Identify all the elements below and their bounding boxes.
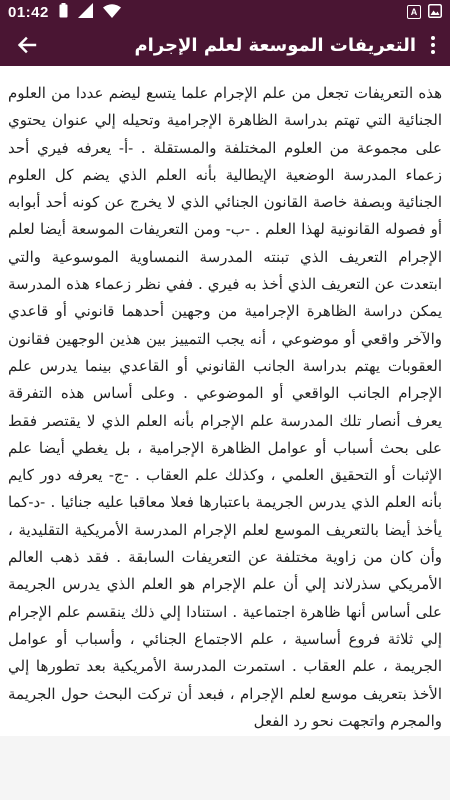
status-bar bbox=[0, 0, 450, 24]
wifi-icon bbox=[103, 4, 121, 21]
article-text: هذه التعريفات تجعل من علم الإجرام علما يتسع ليضم عددا من العلوم الجنائية التي تهتم بدراسة الظاهرة الإجرامية وتحيله إلي عنوان يحتوي على مجموعة من العلوم المختلفة والمستقلة . -أ- يعرفه فيري أحد زعماء المدرسة الوضعية الإيطالية بأنه العلم الذي يضم كل العلوم الجنائية وبصفة خاصة القانون الجنائي الذي لا يخرج عن كونه أحد أبوابه أو فصوله القانونية لهذا العلم . -ب- ومن التعريفات الموسعة أيضا لعلم الإجرام التعريف الذي تبنته المدرسة النمساوية الموسوعية والتي ابتعدت عن التعريف الذي أخذ به فيري . ففي نظر زعماء هذه المدرسة يمكن دراسة الظاهرة الإجرامية من وجهين أحدهما قانوني أو قاعدي والآخر واقعي أو موضوعي ، أنه يجب التمييز بين هذين الوجهين فقانون العقوبات يهتم بدراسة الجانب القانوني أو القاعدي بينما يدرس علم الإجرام الجانب الواقعي أو الموضوعي . وعلى أساس هذه التفرقة يعرف أنصار تلك المدرسة علم الإجرام بأنه العلم الذي لا يقتصر فقط على بحث أسباب أو عوامل الظاهرة الإجرامية ، بل يغطي أيضا علم الإثبات أو التحقيق العلمي ، وكذلك علم العقاب . -ج- يعرفه دور كايم بأنه العلم الذي يدرس الجريمة باعتبارها فعلا معاقبا عليه جنائيا . -د-كما يأخذ أيضا بالتعريف الموسع لعلم الإجرام المدرسة الأمريكية التقليدية ، وأن كان من زاوية مختلفة عن التعريفات السابقة . فقد ذهب العالم الأمريكي سذرلاند إلي أن علم الإجرام هو العلم الذي يدرس الجريمة على أساس أنها ظاهرة اجتماعية . استنادا إلي ذلك ينقسم علم الإجرام إلي ثلاثة فروع أساسية ، علم الاجتماع الجنائي ، وأسباب أو عوامل الجريمة ، علم العقاب . استمرت المدرسة الأمريكية بعد تطورها إلي الأخذ بتعريف موسع لعلم الإجرام ، فبعد أن تركت البحث حول الجريمة والمجرم واتجهت نحو رد الفعل bbox=[8, 84, 442, 730]
page-title: التعريفات الموسعة لعلم الإجرام bbox=[134, 34, 416, 56]
more-vert-icon bbox=[431, 36, 435, 54]
overflow-menu-button[interactable] bbox=[416, 24, 450, 66]
back-button[interactable] bbox=[0, 24, 54, 66]
photo-notification-icon bbox=[428, 4, 442, 21]
article-body[interactable] bbox=[0, 66, 450, 736]
signal-icon bbox=[78, 3, 93, 21]
status-bar-right bbox=[407, 4, 442, 21]
a-notification-icon: A bbox=[407, 5, 421, 19]
battery-icon bbox=[59, 3, 68, 21]
status-bar-left bbox=[8, 3, 121, 21]
clock: 01:42 bbox=[8, 3, 49, 21]
bottom-blank-area bbox=[0, 736, 450, 800]
app-bar bbox=[0, 24, 450, 66]
arrow-back-icon bbox=[17, 35, 37, 55]
